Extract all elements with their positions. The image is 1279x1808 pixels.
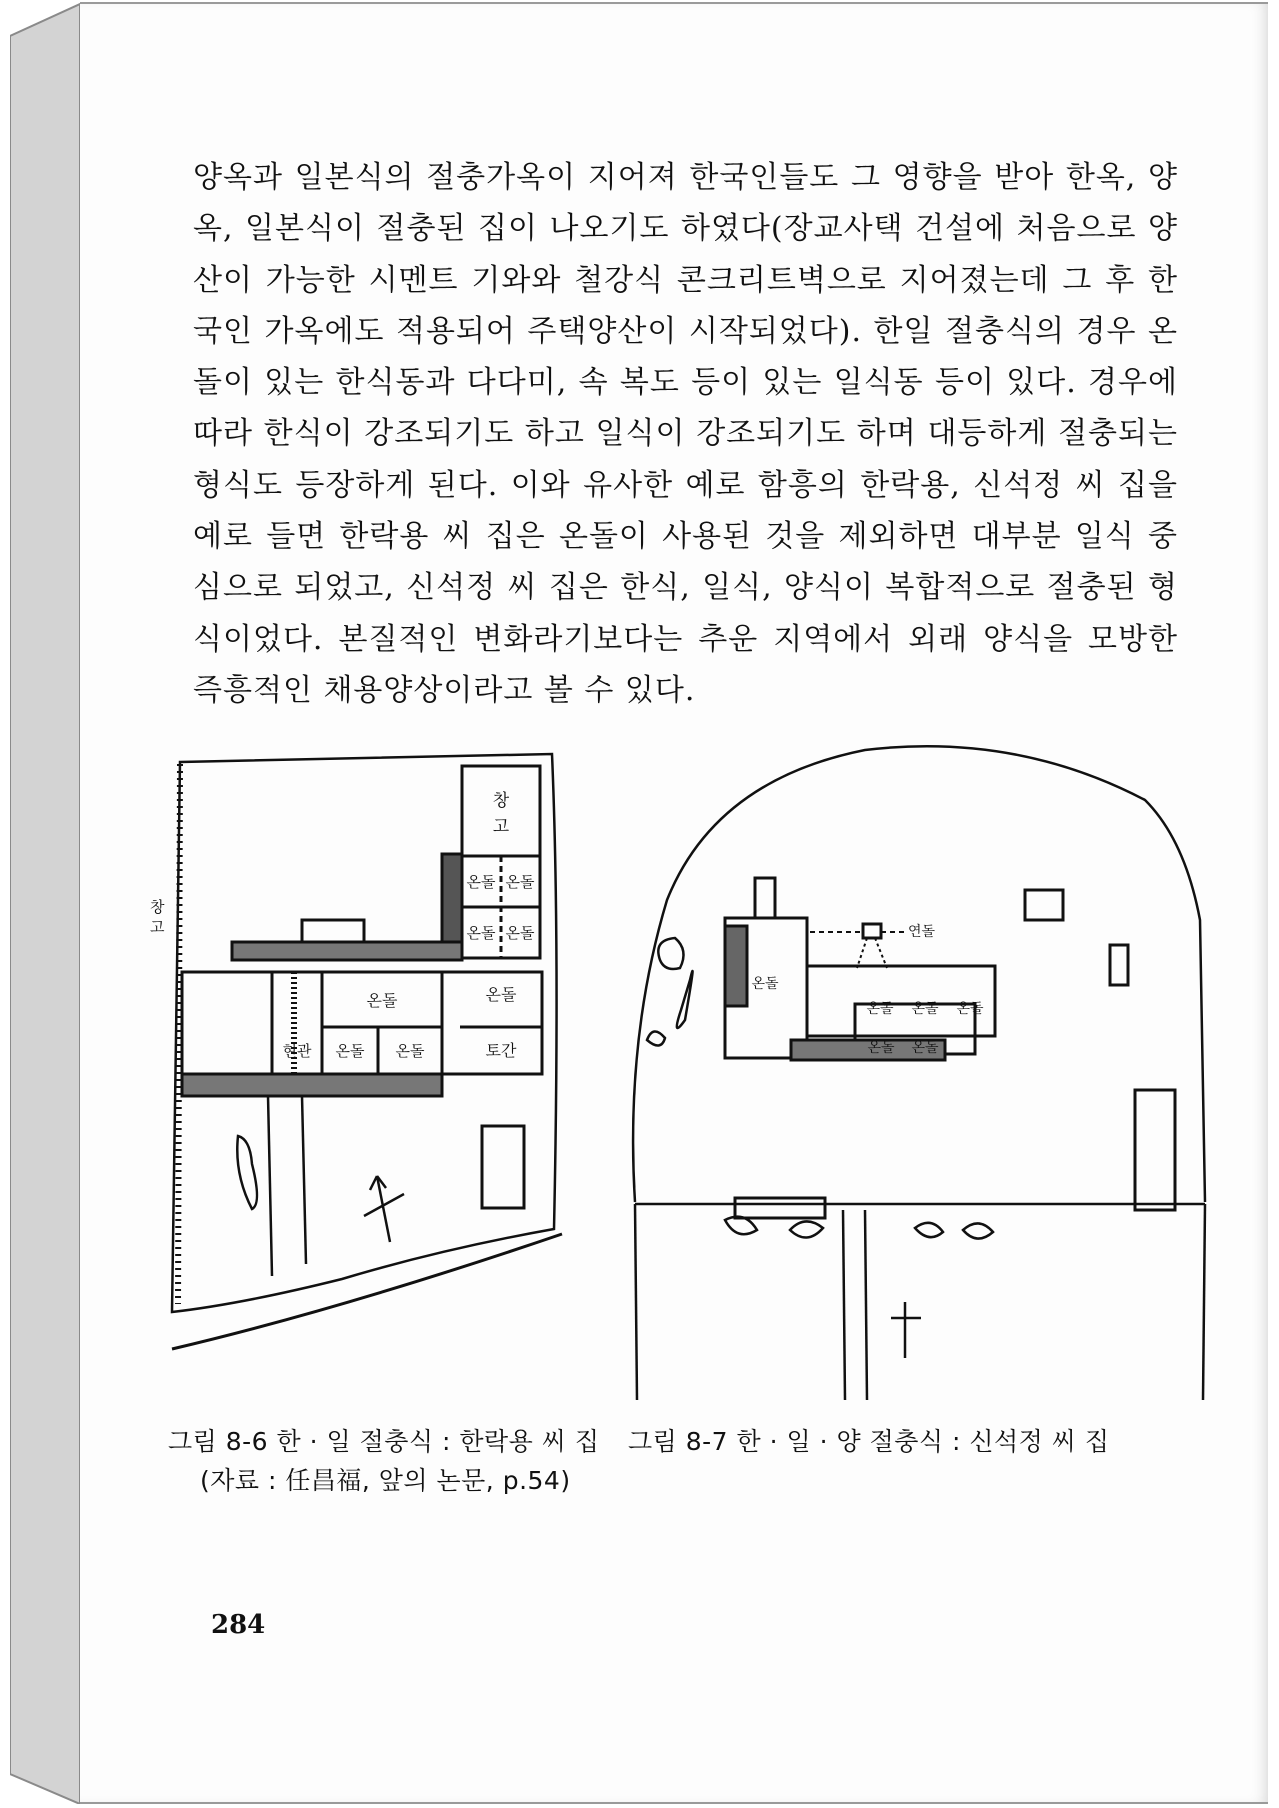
- book-page: [80, 2, 1268, 1804]
- room-label-ondol: 온돌: [395, 1042, 425, 1060]
- room-label-ondol: 온돌: [485, 985, 517, 1004]
- room-label-ondol: 온돌: [751, 976, 779, 992]
- room-label-ondol: 온돌: [466, 924, 496, 942]
- room-label-ondol: 온돌: [911, 1040, 939, 1056]
- chimney-label: 연돌: [908, 924, 936, 940]
- figure-8-6-source: (자료 : 任昌福, 앞의 논문, p.54): [200, 1466, 571, 1495]
- room-label-ondol: 온돌: [505, 873, 535, 891]
- room-label-ondol: 온돌: [867, 1040, 895, 1056]
- room-label-earth-room: 토간: [485, 1041, 517, 1060]
- figure-8-7-floor-plan: [625, 740, 1215, 1400]
- figure-8-7-caption: 그림 8-7 한 · 일 · 양 절충식 : 신석정 씨 집: [628, 1427, 1110, 1456]
- page-number: 284: [211, 1610, 266, 1640]
- figure-8-6-caption: 그림 8-6 한 · 일 절충식 : 한락용 씨 집: [168, 1427, 600, 1456]
- room-label-ondol: 온돌: [956, 1001, 984, 1017]
- room-label-ondol: 온돌: [505, 924, 535, 942]
- storage-label-1: 창: [492, 791, 510, 811]
- side-storage-label-2: 고: [150, 918, 165, 936]
- room-label-ondol: 온돌: [866, 1001, 894, 1017]
- figure-8-6-floor-plan: [142, 744, 612, 1384]
- room-label-entrance: 현관: [282, 1042, 312, 1060]
- storage-label-2: 고: [492, 817, 510, 837]
- side-storage-label-1: 창: [150, 898, 165, 916]
- book-spine: [10, 2, 80, 1804]
- room-label-ondol: 온돌: [366, 991, 398, 1010]
- room-label-ondol: 온돌: [466, 873, 496, 891]
- room-label-ondol: 온돌: [911, 1001, 939, 1017]
- body-paragraph: 양옥과 일본식의 절충가옥이 지어져 한국인들도 그 영향을 받아 한옥, 양옥, 일본식이 절충된 집이 나오기도 하였다(장교사택 건설에 처음으로 양산이 가능한 시멘트 기와와 철강식 콘크리트벽으로 지어졌는데 그 후 한국인 가옥에도 적용되어 주택양산이 시작되었다). 한일 절충식의 경우 온돌이 있는 한식동과 다다미, 속 복도 등이 있는 일식동 등이 있다. 경우에 따라 한식이 강조되기도 하고 일식이 강조되기도 하며 대등하게 절충되는 형식도 등장하게 된다. 이와 유사한 예로 함흥의 한락용, 신석정 씨 집을 예로 들면 한락용 씨 집은 온돌이 사용된 것을 제외하면 대부분 일식 중심으로 되었고, 신석정 씨 집은 한식, 일식, 양식이 복합적으로 절충된 형식이었다. 본질적인 변화라기보다는 추운 지역에서 외래 양식을 모방한 즉흥적인 채용양상이라고 볼 수 있다.: [193, 160, 1178, 708]
- room-label-ondol: 온돌: [335, 1042, 365, 1060]
